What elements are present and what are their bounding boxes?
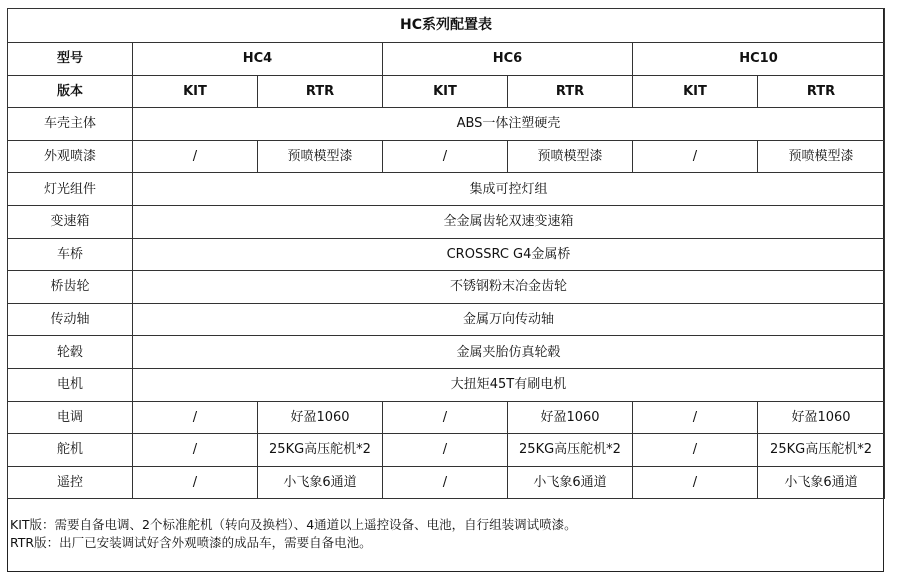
version-rtr: RTR <box>758 75 885 108</box>
rtr-note: RTR版：出厂已安装调试好含外观喷漆的成品车，需要自备电池。 <box>10 535 372 550</box>
rtr-cell: 好盈1060 <box>508 401 633 434</box>
rtr-cell: 预喷模型漆 <box>508 140 633 173</box>
kit-cell: / <box>633 401 758 434</box>
row-label: 变速箱 <box>8 205 133 238</box>
row-label: 舵机 <box>8 434 133 467</box>
row-label: 遥控 <box>8 466 133 499</box>
row-value: 不锈钢粉末冶金齿轮 <box>133 271 885 304</box>
table-row <box>8 401 885 434</box>
kit-cell: / <box>133 401 258 434</box>
row-label: 轮毂 <box>8 336 133 369</box>
version-kit: KIT <box>633 75 758 108</box>
table-row <box>8 205 885 238</box>
model-hc4: HC4 <box>133 43 383 76</box>
kit-cell: / <box>383 466 508 499</box>
rtr-cell: 好盈1060 <box>758 401 885 434</box>
rtr-cell: 25KG高压舵机*2 <box>258 434 383 467</box>
row-value: 金属夹胎仿真轮毂 <box>133 336 885 369</box>
model-label: 型号 <box>8 43 133 76</box>
model-hc6: HC6 <box>383 43 633 76</box>
row-value: 全金属齿轮双速变速箱 <box>133 205 885 238</box>
table-row <box>8 434 885 467</box>
kit-cell: / <box>633 466 758 499</box>
table-row <box>8 238 885 271</box>
kit-cell: / <box>133 434 258 467</box>
version-rtr: RTR <box>258 75 383 108</box>
table-row <box>8 271 885 304</box>
table-row <box>8 173 885 206</box>
rtr-cell: 25KG高压舵机*2 <box>758 434 885 467</box>
kit-cell: / <box>383 434 508 467</box>
row-value: CROSSRC G4金属桥 <box>133 238 885 271</box>
table-row <box>8 466 885 499</box>
row-value: 大扭矩45T有刷电机 <box>133 368 885 401</box>
rtr-cell: 小飞象6通道 <box>758 466 885 499</box>
rtr-cell: 预喷模型漆 <box>258 140 383 173</box>
version-kit: KIT <box>133 75 258 108</box>
table-row <box>8 336 885 369</box>
kit-cell: / <box>633 434 758 467</box>
table-row <box>8 140 885 173</box>
rtr-cell: 小飞象6通道 <box>258 466 383 499</box>
rtr-cell: 预喷模型漆 <box>758 140 885 173</box>
row-label: 外观喷漆 <box>8 140 133 173</box>
row-value: 金属万向传动轴 <box>133 303 885 336</box>
version-kit: KIT <box>383 75 508 108</box>
rtr-cell: 25KG高压舵机*2 <box>508 434 633 467</box>
kit-cell: / <box>383 401 508 434</box>
table-row <box>8 368 885 401</box>
kit-cell: / <box>633 140 758 173</box>
row-label: 电机 <box>8 368 133 401</box>
kit-cell: / <box>133 140 258 173</box>
rtr-cell: 小飞象6通道 <box>508 466 633 499</box>
version-label: 版本 <box>8 75 133 108</box>
config-table <box>7 8 885 499</box>
rtr-cell: 好盈1060 <box>258 401 383 434</box>
footnotes <box>10 516 880 552</box>
kit-cell: / <box>133 466 258 499</box>
row-label: 灯光组件 <box>8 173 133 206</box>
table-row <box>8 108 885 141</box>
row-value: 集成可控灯组 <box>133 173 885 206</box>
model-hc10: HC10 <box>633 43 885 76</box>
row-label: 电调 <box>8 401 133 434</box>
kit-cell: / <box>383 140 508 173</box>
version-rtr: RTR <box>508 75 633 108</box>
table-title: HC系列配置表 <box>8 9 885 43</box>
row-label: 车壳主体 <box>8 108 133 141</box>
row-label: 桥齿轮 <box>8 271 133 304</box>
table-row <box>8 303 885 336</box>
row-label: 车桥 <box>8 238 133 271</box>
row-value: ABS一体注塑硬壳 <box>133 108 885 141</box>
kit-note: KIT版：需要自备电调、2个标准舵机（转向及换档）、4通道以上遥控设备、电池，自行组装调试喷漆。 <box>10 517 577 532</box>
row-label: 传动轴 <box>8 303 133 336</box>
